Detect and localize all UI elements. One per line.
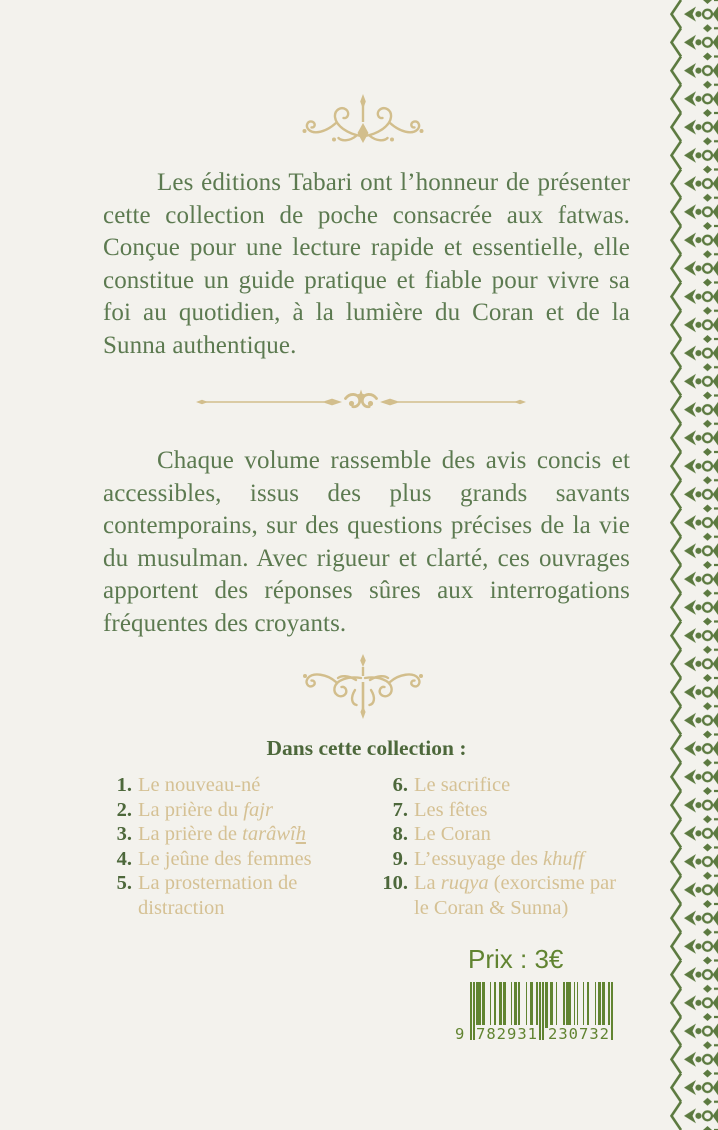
item-text: La ruqya (exorcisme par le Coran & Sunna) [414, 872, 617, 919]
collection-item [105, 773, 381, 798]
collection-column-right [381, 773, 630, 920]
item-text: Les fêtes [414, 798, 488, 821]
arabesque-border-icon [668, 0, 718, 1130]
price-label: Prix : 3€ [468, 944, 564, 974]
collection-item [105, 847, 381, 872]
collection-item [381, 822, 630, 847]
item-number: 8. [392, 823, 408, 845]
item-number: 3. [116, 823, 132, 845]
barcode-digit-lead: 9 [455, 1025, 466, 1043]
item-text: Le sacrifice [414, 774, 511, 796]
intro-paragraph: Les éditions Tabari ont l’honneur de présenter cette collection de poche consacrée aux fatwas. Conçue pour une lecture rapide et essentielle, elle constitue un guide pratique et fiable pour vivre sa foi au quotidien, à la lumière du Coran et de la Sunna authentique. [103, 169, 630, 359]
item-text: Le jeûne des femmes [138, 847, 312, 870]
item-number: 6. [392, 774, 408, 796]
barcode [455, 982, 625, 1046]
item-text: Le Coran [414, 823, 491, 845]
collection-item [381, 847, 630, 872]
collection-item [105, 822, 381, 847]
item-text: La prière de tarâwîh [138, 823, 306, 845]
item-text: L’essuyage des khuff [414, 847, 585, 870]
top-flourish-icon [298, 92, 428, 152]
collection-item [381, 798, 630, 823]
item-number: 5. [116, 872, 132, 894]
item-number: 4. [116, 847, 132, 870]
divider-rule-icon [196, 388, 526, 418]
item-text: La prosternation de distraction [138, 872, 298, 919]
collection-list [105, 773, 630, 920]
item-text: Le nouveau-né [138, 774, 261, 796]
description-paragraph: Chaque volume rassemble des avis concis et accessibles, issus des plus grands savants contemporains, sur des questions précises de la vie du musulman. Avec rigueur et clarté, ces ouvrages apportent des réponses sûres aux interrogations fréquentes des croyants. [103, 447, 630, 637]
collection-item [381, 773, 630, 798]
collection-heading: Dans cette collection : [266, 736, 467, 760]
item-number: 9. [392, 847, 408, 870]
collection-item [105, 871, 381, 920]
item-number: 7. [392, 798, 408, 821]
barcode-digits-right: 230732 [548, 1025, 610, 1043]
barcode-digits-left: 782931 [476, 1025, 538, 1043]
collection-column-left [105, 773, 381, 920]
mid-flourish-icon [298, 652, 428, 722]
item-number: 2. [116, 798, 132, 821]
collection-item [381, 871, 630, 920]
item-number: 1. [116, 774, 132, 796]
collection-item [105, 798, 381, 823]
item-number: 10. [382, 872, 408, 894]
item-text: La prière du fajr [138, 798, 273, 821]
